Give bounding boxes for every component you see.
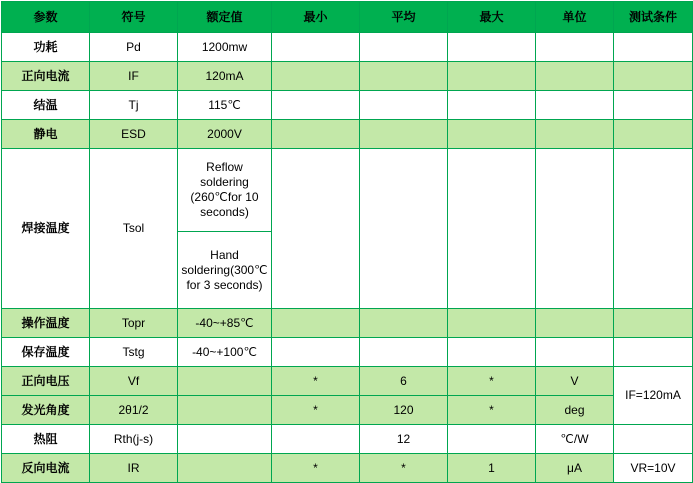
cell-min: * xyxy=(272,396,360,425)
cell-rating xyxy=(178,454,272,483)
cell-unit xyxy=(536,62,614,91)
column-header-max: 最大 xyxy=(448,2,536,33)
cell-symbol: ESD xyxy=(90,120,178,149)
cell-typ xyxy=(360,91,448,120)
table-row xyxy=(2,33,693,62)
table-row xyxy=(2,338,693,367)
cell-rating-hand: Hand soldering(300℃for 3 seconds) xyxy=(178,232,272,309)
cell-parameter: 静电 xyxy=(2,120,90,149)
cell-unit: V xyxy=(536,367,614,396)
cell-min xyxy=(272,309,360,338)
table-row xyxy=(2,91,693,120)
cell-max: 1 xyxy=(448,454,536,483)
cell-parameter: 操作温度 xyxy=(2,309,90,338)
cell-symbol: Vf xyxy=(90,367,178,396)
cell-rating: 1200mw xyxy=(178,33,272,62)
cell-symbol: IF xyxy=(90,62,178,91)
cell-rating: -40~+85℃ xyxy=(178,309,272,338)
column-header-min: 最小 xyxy=(272,2,360,33)
cell-min: * xyxy=(272,367,360,396)
cell-parameter: 反向电流 xyxy=(2,454,90,483)
cell-condition xyxy=(614,149,693,309)
column-header-parameter: 参数 xyxy=(2,2,90,33)
cell-parameter: 正向电压 xyxy=(2,367,90,396)
cell-rating: -40~+100℃ xyxy=(178,338,272,367)
cell-condition xyxy=(614,309,693,338)
cell-rating xyxy=(178,425,272,454)
cell-unit: μA xyxy=(536,454,614,483)
cell-min xyxy=(272,120,360,149)
cell-max: * xyxy=(448,396,536,425)
cell-unit xyxy=(536,338,614,367)
cell-max xyxy=(448,309,536,338)
cell-unit xyxy=(536,149,614,309)
cell-condition xyxy=(614,338,693,367)
cell-unit xyxy=(536,91,614,120)
table-row xyxy=(2,454,693,483)
cell-unit: ℃/W xyxy=(536,425,614,454)
cell-typ xyxy=(360,62,448,91)
cell-symbol: Rth(j-s) xyxy=(90,425,178,454)
cell-min xyxy=(272,91,360,120)
cell-symbol: Tj xyxy=(90,91,178,120)
cell-min xyxy=(272,62,360,91)
column-header-unit: 单位 xyxy=(536,2,614,33)
cell-parameter: 正向电流 xyxy=(2,62,90,91)
cell-max xyxy=(448,149,536,309)
cell-symbol: IR xyxy=(90,454,178,483)
cell-typ xyxy=(360,33,448,62)
table-row xyxy=(2,425,693,454)
column-header-condition: 测试条件 xyxy=(614,2,693,33)
table-row xyxy=(2,309,693,338)
table-row xyxy=(2,120,693,149)
cell-symbol: Tsol xyxy=(90,149,178,309)
cell-rating: 2000V xyxy=(178,120,272,149)
cell-min xyxy=(272,338,360,367)
cell-parameter: 发光角度 xyxy=(2,396,90,425)
table-row xyxy=(2,149,693,232)
table-header-row xyxy=(2,2,693,33)
table-row xyxy=(2,367,693,396)
cell-max xyxy=(448,338,536,367)
cell-min xyxy=(272,149,360,309)
cell-rating: 115℃ xyxy=(178,91,272,120)
cell-symbol: Tstg xyxy=(90,338,178,367)
cell-typ xyxy=(360,149,448,309)
column-header-rating: 额定值 xyxy=(178,2,272,33)
cell-max xyxy=(448,91,536,120)
cell-condition xyxy=(614,120,693,149)
cell-parameter: 热阻 xyxy=(2,425,90,454)
cell-typ: 12 xyxy=(360,425,448,454)
cell-max xyxy=(448,425,536,454)
cell-unit xyxy=(536,33,614,62)
cell-condition: IF=120mA xyxy=(614,367,693,425)
cell-max xyxy=(448,62,536,91)
cell-unit: deg xyxy=(536,396,614,425)
cell-typ: * xyxy=(360,454,448,483)
column-header-symbol: 符号 xyxy=(90,2,178,33)
cell-parameter: 保存温度 xyxy=(2,338,90,367)
cell-parameter: 焊接温度 xyxy=(2,149,90,309)
cell-condition xyxy=(614,62,693,91)
cell-symbol: Topr xyxy=(90,309,178,338)
cell-rating xyxy=(178,396,272,425)
cell-typ xyxy=(360,120,448,149)
cell-parameter: 结温 xyxy=(2,91,90,120)
cell-unit xyxy=(536,309,614,338)
table-row xyxy=(2,396,693,425)
cell-max: * xyxy=(448,367,536,396)
cell-condition xyxy=(614,33,693,62)
cell-typ: 120 xyxy=(360,396,448,425)
cell-typ xyxy=(360,338,448,367)
cell-condition xyxy=(614,425,693,454)
cell-typ: 6 xyxy=(360,367,448,396)
table-row xyxy=(2,62,693,91)
cell-rating-reflow: Reflow soldering (260℃for 10 seconds) xyxy=(178,149,272,232)
cell-max xyxy=(448,120,536,149)
cell-min xyxy=(272,33,360,62)
cell-rating: 120mA xyxy=(178,62,272,91)
column-header-typ: 平均 xyxy=(360,2,448,33)
cell-condition: VR=10V xyxy=(614,454,693,483)
cell-rating xyxy=(178,367,272,396)
specification-table xyxy=(1,1,693,483)
cell-min: * xyxy=(272,454,360,483)
cell-symbol: 2θ1/2 xyxy=(90,396,178,425)
cell-min xyxy=(272,425,360,454)
cell-parameter: 功耗 xyxy=(2,33,90,62)
cell-condition xyxy=(614,91,693,120)
cell-symbol: Pd xyxy=(90,33,178,62)
cell-unit xyxy=(536,120,614,149)
cell-max xyxy=(448,33,536,62)
cell-typ xyxy=(360,309,448,338)
